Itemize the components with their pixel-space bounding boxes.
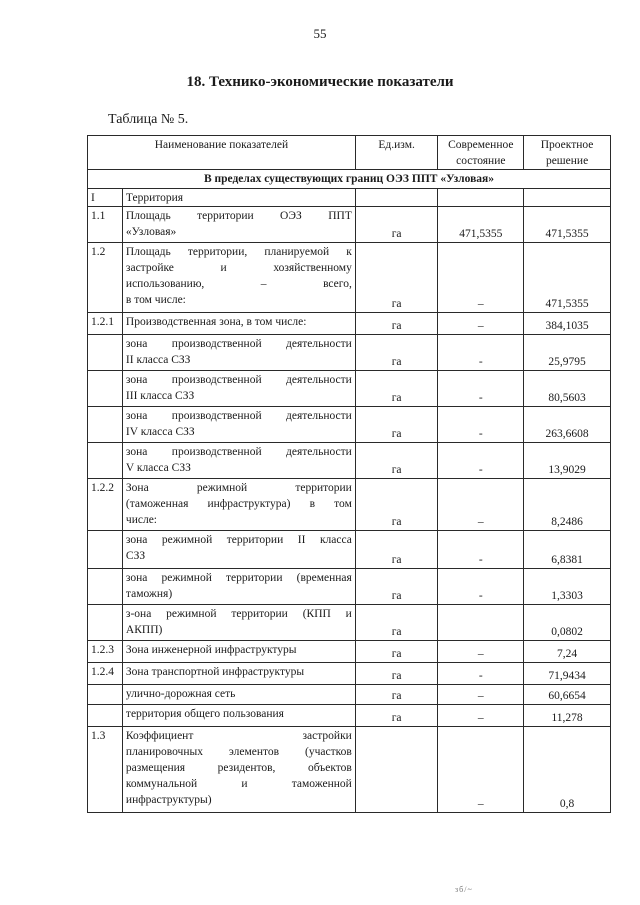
row-number: 1.2.1 [88, 313, 123, 335]
project-value: 384,1035 [524, 313, 611, 335]
indicator-name [122, 335, 355, 371]
row-number [88, 407, 123, 443]
indicator-name-line: Площадь территории, планируемой к [125, 246, 352, 258]
indicator-name-line: застройке и хозяйственному [125, 262, 352, 274]
indicator-name-line: использованию, – всего, [125, 278, 352, 290]
table-caption: Таблица № 5. [108, 112, 189, 127]
unit-cell: га [355, 335, 438, 371]
indicator-name-line: Зона режимной территории [125, 482, 352, 494]
indicator-name-line: Площадь территории ОЭЗ ППТ [125, 210, 352, 222]
table-row [88, 663, 611, 685]
current-value: - [438, 663, 524, 685]
current-value: – [438, 641, 524, 663]
table-row [88, 727, 611, 813]
indicator-name-line: зона производственной деятельности [125, 446, 352, 458]
header-current [438, 136, 524, 170]
current-value: - [438, 407, 524, 443]
current-value: - [438, 335, 524, 371]
indicator-name-line: коммунальной и таможенной [125, 778, 352, 790]
indicator-name [122, 479, 355, 531]
table-row [88, 207, 611, 243]
unit-cell: га [355, 407, 438, 443]
row-number: 1.2 [88, 243, 123, 313]
unit-cell: га [355, 705, 438, 727]
indicator-name-line: планировочных элементов (участков [125, 746, 352, 758]
indicator-name [122, 605, 355, 641]
project-value: 7,24 [524, 641, 611, 663]
row-number: 1.3 [88, 727, 123, 813]
table-row [88, 641, 611, 663]
header-row [88, 136, 611, 170]
project-value: 471,5355 [524, 207, 611, 243]
row-number [88, 371, 123, 407]
unit-cell: га [355, 371, 438, 407]
table-row [88, 407, 611, 443]
indicator-name-line: территория общего пользования [125, 708, 284, 720]
indicator-name [122, 641, 355, 663]
indicator-name-line: з-она режимной территории (КПП и [125, 608, 352, 620]
current-value: – [438, 685, 524, 705]
indicator-name [122, 663, 355, 685]
footer-mark: зб/~ [455, 885, 473, 894]
row-number [88, 569, 123, 605]
project-value: 71,9434 [524, 663, 611, 685]
section-row [88, 170, 611, 189]
indicator-name-line: зона производственной деятельности [125, 374, 352, 386]
current-value: – [438, 479, 524, 531]
indicator-name [122, 371, 355, 407]
project-value: 0,0802 [524, 605, 611, 641]
project-value: 11,278 [524, 705, 611, 727]
table-row [88, 335, 611, 371]
indicator-name [122, 727, 355, 813]
indicator-name-line: АКПП) [125, 624, 163, 636]
indicator-name [122, 443, 355, 479]
indicator-name-line: Коэффициент застройки [125, 730, 352, 742]
row-number: 1.2.2 [88, 479, 123, 531]
indicator-name-line: (таможенная инфраструктура) в том [125, 498, 352, 510]
project-value [524, 189, 611, 207]
current-value [438, 189, 524, 207]
unit-cell: га [355, 443, 438, 479]
current-value [438, 605, 524, 641]
unit-cell: га [355, 641, 438, 663]
project-value: 1,3303 [524, 569, 611, 605]
row-number: 1.2.4 [88, 663, 123, 685]
section-title: В пределах существующих границ ОЭЗ ППТ «Узловая» [88, 170, 611, 189]
unit-cell: га [355, 243, 438, 313]
row-number [88, 335, 123, 371]
header-current-line1: Современное [448, 139, 514, 151]
indicator-name-line: размещения резидентов, объектов [125, 762, 352, 774]
project-value: 263,6608 [524, 407, 611, 443]
indicator-name-line: «Узловая» [125, 226, 177, 238]
indicator-name [122, 207, 355, 243]
project-value: 8,2486 [524, 479, 611, 531]
table-row [88, 313, 611, 335]
table-row [88, 685, 611, 705]
project-value: 25,9795 [524, 335, 611, 371]
header-project-line1: Проектное [540, 139, 594, 151]
table-row [88, 443, 611, 479]
table-body [88, 170, 611, 813]
indicator-name-line: зона режимной территории II класса [125, 534, 352, 546]
current-value: - [438, 371, 524, 407]
indicator-name [122, 407, 355, 443]
project-value: 471,5355 [524, 243, 611, 313]
unit-cell [355, 189, 438, 207]
indicator-name-line: таможня) [125, 588, 173, 600]
current-value: - [438, 531, 524, 569]
unit-cell: га [355, 663, 438, 685]
indicator-name-line: Территория [125, 192, 184, 204]
project-value: 13,9029 [524, 443, 611, 479]
indicator-name [122, 189, 355, 207]
row-number [88, 705, 123, 727]
header-name: Наименование показателей [88, 136, 356, 170]
table-row [88, 189, 611, 207]
table-row [88, 243, 611, 313]
indicator-name [122, 569, 355, 605]
unit-cell: га [355, 685, 438, 705]
indicator-name [122, 313, 355, 335]
row-number: I [88, 189, 123, 207]
unit-cell: га [355, 479, 438, 531]
project-value: 80,5603 [524, 371, 611, 407]
row-number [88, 605, 123, 641]
table-row [88, 479, 611, 531]
indicator-name-line: Зона инженерной инфраструктуры [125, 644, 297, 656]
row-number [88, 443, 123, 479]
unit-cell: га [355, 605, 438, 641]
page-number: 55 [313, 26, 327, 41]
header-project-line2: решение [545, 155, 589, 167]
table-row [88, 371, 611, 407]
current-value: - [438, 443, 524, 479]
indicator-name [122, 243, 355, 313]
current-value: – [438, 243, 524, 313]
row-number: 1.1 [88, 207, 123, 243]
table-row [88, 569, 611, 605]
indicator-name-line: зона режимной территории (временная [125, 572, 352, 584]
project-value: 60,6654 [524, 685, 611, 705]
indicator-name-line: III класса СЗЗ [125, 390, 195, 402]
indicator-name [122, 685, 355, 705]
table-row [88, 531, 611, 569]
table-row [88, 705, 611, 727]
indicator-name [122, 705, 355, 727]
indicators-table [87, 135, 611, 813]
unit-cell: га [355, 531, 438, 569]
indicator-name-line: Зона транспортной инфраструктуры [125, 666, 305, 678]
current-value: 471,5355 [438, 207, 524, 243]
current-value: – [438, 705, 524, 727]
unit-cell: га [355, 569, 438, 605]
indicator-name-line: зона производственной деятельности [125, 410, 352, 422]
header-project [524, 136, 611, 170]
indicator-name [122, 531, 355, 569]
section-heading: 18. Технико-экономические показатели [186, 74, 454, 90]
indicator-name-line: II класса СЗЗ [125, 354, 191, 366]
unit-cell [355, 727, 438, 813]
unit-cell: га [355, 207, 438, 243]
row-number [88, 531, 123, 569]
row-number [88, 685, 123, 705]
project-value: 0,8 [524, 727, 611, 813]
indicator-name-line: Производственная зона, в том числе: [125, 316, 307, 328]
indicator-name-line: числе: [125, 514, 158, 526]
current-value: - [438, 569, 524, 605]
current-value: – [438, 313, 524, 335]
indicator-name-line: инфраструктуры) [125, 794, 212, 806]
header-current-line2: состояние [456, 155, 506, 167]
header-unit: Ед.изм. [355, 136, 438, 170]
unit-cell: га [355, 313, 438, 335]
indicator-name-line: IV класса СЗЗ [125, 426, 195, 438]
indicator-name-line: V класса СЗЗ [125, 462, 191, 474]
project-value: 6,8381 [524, 531, 611, 569]
indicator-name-line: в том числе: [125, 294, 186, 306]
indicator-name-line: СЗЗ [125, 550, 146, 562]
indicator-name-line: зона производственной деятельности [125, 338, 352, 350]
table-row [88, 605, 611, 641]
current-value: – [438, 727, 524, 813]
indicator-name-line: улично-дорожная сеть [125, 688, 236, 700]
row-number: 1.2.3 [88, 641, 123, 663]
